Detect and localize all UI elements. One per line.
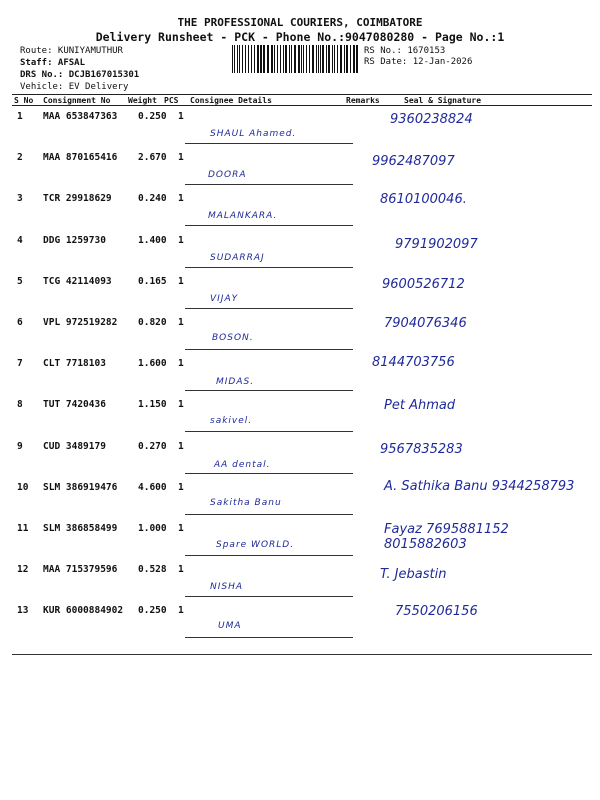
staff-label: Staff: AFSAL (20, 58, 86, 68)
barcode-bar (263, 45, 265, 73)
row-consignment-no: VPL 972519282 (43, 317, 118, 328)
row-pcs: 1 (178, 523, 184, 534)
barcode-bar (350, 45, 351, 73)
barcode-bar (312, 45, 314, 73)
barcode-bar (340, 45, 342, 73)
drs-label: DRS No.: DCJB167015301 (20, 70, 140, 80)
row-receiver-signature: 9567835283 (380, 441, 463, 457)
row-sno: 11 (17, 523, 29, 534)
barcode-bar (251, 45, 252, 73)
table-row (12, 602, 592, 643)
barcode-bar (245, 45, 246, 73)
table-row (12, 561, 592, 602)
consignee-underline (185, 349, 353, 350)
row-pcs: 1 (178, 399, 184, 411)
consignee-underline (185, 596, 353, 597)
barcode-bar (337, 45, 338, 73)
barcode-bar (289, 45, 290, 73)
barcode-bar (320, 45, 321, 73)
row-consignment-no: MAA 870165416 (43, 152, 118, 164)
row-sno: 3 (17, 193, 23, 205)
barcode-bar (306, 45, 307, 73)
consignee-underline (185, 308, 353, 309)
col-pcs: PCS (164, 96, 179, 105)
row-weight: 0.165 (138, 275, 167, 287)
row-consignment-no: SLM 386858499 (43, 523, 118, 534)
row-sno: 4 (17, 234, 23, 246)
row-pcs: 1 (178, 193, 184, 205)
barcode-bar (318, 45, 319, 73)
runsheet-subtitle: Delivery Runsheet - PCK - Phone No.:9047080280 - Page No.:1 (95, 30, 505, 44)
row-consignment-no: CLT 7718103 (43, 358, 106, 370)
consignee-underline (185, 637, 353, 638)
barcode-bar (280, 45, 281, 73)
row-receiver-signature: 7904076346 (384, 316, 467, 331)
row-pcs: 1 (178, 317, 184, 328)
column-header-divider (12, 105, 592, 106)
barcode-bar (254, 45, 255, 73)
row-receiver-signature: Pet Ahmad (384, 398, 456, 414)
barcode-bar (344, 45, 345, 73)
row-pcs: 1 (178, 564, 184, 576)
row-consignee-name: SUDARRAJ (210, 252, 265, 263)
row-sno: 12 (17, 564, 29, 576)
row-consignment-no: MAA 715379596 (43, 564, 118, 576)
row-weight: 1.400 (138, 234, 167, 246)
consignee-underline (185, 473, 353, 474)
row-receiver-signature: 7550206156 (395, 604, 478, 620)
row-weight: 0.270 (138, 440, 167, 452)
table-row (12, 479, 592, 520)
row-sno: 13 (17, 605, 29, 617)
table-row (12, 355, 592, 396)
row-consignment-no: TUT 7420436 (43, 399, 106, 411)
row-consignee-name: MALANKARA. (208, 211, 278, 222)
row-weight: 0.820 (138, 317, 167, 328)
consignee-underline (185, 184, 353, 185)
table-row (12, 232, 592, 273)
row-consignee-name: BOSON. (212, 333, 254, 343)
row-sno: 2 (17, 152, 23, 164)
row-consignment-no: TCR 29918629 (43, 193, 112, 205)
row-consignee-name: DOORA (208, 170, 247, 181)
rs-date: RS Date: 12-Jan-2026 (364, 57, 473, 67)
table-bottom-rule (12, 654, 592, 655)
row-sno: 5 (17, 275, 23, 287)
row-pcs: 1 (178, 358, 184, 370)
table-row (12, 273, 592, 314)
row-consignee-name: NISHA (210, 582, 244, 593)
row-consignee-name: AA dental. (214, 459, 271, 470)
row-weight: 0.240 (138, 193, 167, 205)
consignee-underline (185, 225, 353, 226)
table-row (12, 396, 592, 437)
barcode-bar (242, 45, 243, 73)
barcode-image (232, 45, 360, 73)
row-weight: 0.250 (138, 605, 167, 617)
barcode-bar (303, 45, 304, 73)
row-receiver-signature: 8610100046. (380, 192, 467, 208)
row-pcs: 1 (178, 275, 184, 287)
table-row (12, 438, 592, 479)
barcode-bar (291, 45, 292, 73)
rs-number: RS No.: 1670153 (364, 46, 446, 56)
row-weight: 2.670 (138, 152, 167, 164)
row-receiver-signature: Fayaz 7695881152 8015882603 (384, 522, 509, 552)
row-sno: 6 (17, 317, 23, 328)
row-sno: 8 (17, 399, 23, 411)
row-consignment-no: SLM 386919476 (43, 481, 118, 493)
row-pcs: 1 (178, 111, 184, 122)
row-consignee-name: Spare WORLD. (216, 540, 295, 550)
col-seal-signature: Seal & Signature (404, 96, 482, 105)
barcode-bar (283, 45, 284, 73)
row-consignee-name: VIJAY (210, 293, 239, 304)
row-pcs: 1 (178, 605, 184, 617)
barcode-bar (285, 45, 287, 73)
row-weight: 0.250 (138, 111, 167, 122)
row-consignment-no: KUR 6000884902 (43, 605, 124, 617)
barcode-bar (334, 45, 335, 73)
row-pcs: 1 (178, 234, 184, 246)
barcode-bar (326, 45, 327, 73)
row-consignee-name: MIDAS. (216, 377, 255, 388)
row-weight: 1.150 (138, 399, 167, 411)
row-receiver-signature: 9962487097 (372, 154, 455, 170)
consignee-underline (185, 267, 353, 268)
barcode-bar (239, 45, 240, 73)
col-sno: S No (14, 96, 34, 105)
row-consignee-name: SHAUL Ahamed. (210, 129, 297, 139)
barcode-bar (257, 45, 259, 73)
row-weight: 1.000 (138, 523, 167, 534)
row-consignment-no: DDG 1259730 (43, 234, 106, 246)
vehicle-label: Vehicle: EV Delivery (20, 82, 129, 92)
consignee-underline (185, 390, 353, 391)
col-consignment: Consignment No (43, 96, 111, 105)
barcode-bar (309, 45, 310, 73)
row-consignment-no: MAA 653847363 (43, 111, 118, 122)
row-weight: 1.600 (138, 358, 167, 370)
consignee-underline (185, 143, 353, 144)
route-label: Route: KUNIYAMUTHUR (20, 46, 123, 56)
table-row (12, 314, 592, 355)
table-row (12, 108, 592, 149)
barcode-bar (277, 45, 278, 73)
barcode-bar (260, 45, 262, 73)
barcode-bar (332, 45, 333, 73)
row-sno: 1 (17, 111, 23, 122)
row-consignment-no: CUD 3489179 (43, 440, 106, 452)
barcode-bar (298, 45, 300, 73)
barcode-bar (322, 45, 324, 73)
row-sno: 9 (17, 440, 23, 452)
row-consignment-no: TCG 42114093 (43, 275, 112, 287)
barcode-bar (234, 45, 235, 73)
consignee-underline (185, 514, 353, 515)
row-consignee-name: Sakitha Banu (210, 497, 282, 508)
barcode-bar (232, 45, 233, 73)
barcode-bar (294, 45, 296, 73)
row-consignee-name: sakivel. (210, 416, 253, 427)
barcode-bar (248, 45, 249, 73)
barcode-bar (301, 45, 302, 73)
company-title: THE PROFESSIONAL COURIERS, COIMBATORE (177, 16, 423, 29)
table-row (12, 520, 592, 561)
row-receiver-signature: A. Sathika Banu 9344258793 (384, 478, 575, 494)
row-receiver-signature: T. Jebastin (380, 567, 447, 583)
barcode-bar (271, 45, 273, 73)
consignee-underline (185, 555, 353, 556)
row-sno: 7 (17, 358, 23, 370)
col-weight: Weight (128, 96, 157, 105)
consignee-underline (185, 431, 353, 432)
barcode-bar (346, 45, 348, 73)
header-divider (12, 94, 592, 95)
row-receiver-signature: 9360238824 (390, 112, 473, 127)
barcode-bar (356, 45, 358, 73)
row-pcs: 1 (178, 440, 184, 452)
row-weight: 0.528 (138, 564, 167, 576)
table-row (12, 190, 592, 231)
row-receiver-signature: 8144703756 (372, 355, 455, 371)
col-remarks: Remarks (346, 96, 380, 105)
row-sno: 10 (17, 481, 29, 493)
barcode-bar (237, 45, 238, 73)
row-pcs: 1 (178, 481, 184, 493)
row-receiver-signature: 9600526712 (382, 276, 465, 292)
row-receiver-signature: 9791902097 (395, 236, 478, 252)
col-consignee: Consignee Details (190, 96, 272, 105)
table-row (12, 149, 592, 190)
row-weight: 4.600 (138, 481, 167, 493)
row-consignee-name: UMA (218, 621, 242, 632)
barcode-bar (316, 45, 317, 73)
barcode-bar (267, 45, 269, 73)
barcode-bar (353, 45, 355, 73)
row-pcs: 1 (178, 152, 184, 164)
barcode-bar (274, 45, 275, 73)
barcode-bar (328, 45, 330, 73)
